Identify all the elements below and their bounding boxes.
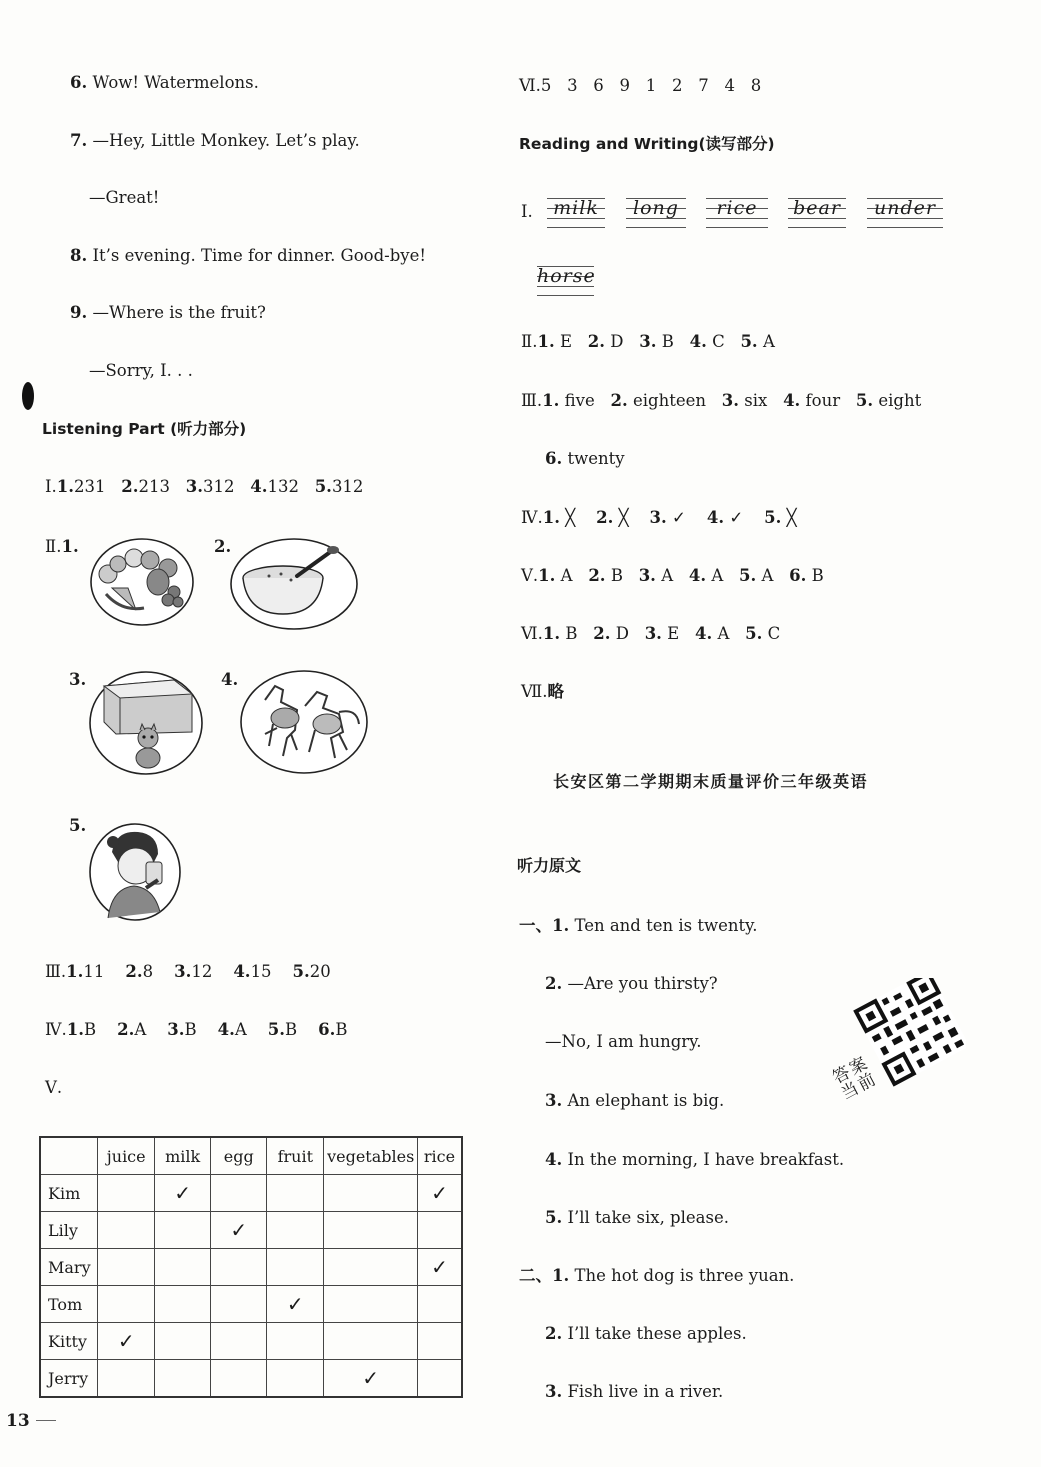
- table-row: [40, 1249, 462, 1286]
- pic-5-number: 5.: [69, 816, 87, 835]
- listening-s4: Ⅳ.1.B 2.A 3.B 4.A 5.B 6.B: [45, 1020, 348, 1039]
- s6-order: Ⅵ.5 3 6 9 1 2 7 4 8: [519, 76, 762, 95]
- script-p1-line5: 4. In the morning, I have breakfast.: [545, 1150, 845, 1169]
- listening-s1: Ⅰ.1.231 2.213 3.312 4.132 5.312: [45, 477, 364, 496]
- table-row: [40, 1212, 462, 1249]
- line-7b: —Great!: [89, 188, 160, 207]
- table-cell: [417, 1212, 462, 1249]
- table-cell: [211, 1323, 267, 1360]
- table-header-cell: vegetables: [324, 1137, 418, 1175]
- rw3-line2: 6. twenty: [545, 449, 625, 468]
- table-cell: ✓: [155, 1175, 211, 1212]
- listening-title: Listening Part (听力部分): [42, 420, 247, 438]
- table-cell: [211, 1175, 267, 1212]
- table-row: [40, 1286, 462, 1323]
- line-6: 6. Wow! Watermelons.: [70, 73, 259, 92]
- table-row-name: Lily: [40, 1212, 98, 1249]
- script-p1-line3: —No, I am hungry.: [545, 1032, 702, 1051]
- table-cell: ✓: [267, 1286, 324, 1323]
- listening-s5-label: Ⅴ.: [45, 1078, 63, 1097]
- table-cell: [324, 1286, 418, 1323]
- table-cell: [98, 1360, 155, 1398]
- script-p1-line1: 一、1. Ten and ten is twenty.: [519, 916, 758, 935]
- rw4: Ⅳ.1. ╳ 2. ╳ 3. ✓ 4. ✓ 5. ╳: [521, 508, 797, 527]
- table-cell: [267, 1175, 324, 1212]
- pic-4-number: 4.: [221, 670, 239, 689]
- table-row: [40, 1175, 462, 1212]
- table-cell: [155, 1212, 211, 1249]
- word-bear: bear: [788, 196, 846, 228]
- table-cell: ✓: [417, 1249, 462, 1286]
- table-cell: [417, 1360, 462, 1398]
- table-cell: [211, 1249, 267, 1286]
- rw7: Ⅶ.略: [521, 682, 565, 701]
- table-header-cell: rice: [417, 1137, 462, 1175]
- food-preference-table: [39, 1136, 463, 1398]
- table-cell: [324, 1249, 418, 1286]
- rice-bowl-picture: [229, 536, 359, 632]
- table-cell: [155, 1323, 211, 1360]
- exam-title: 长安区第二学期期末质量评价三年级英语: [553, 772, 869, 791]
- word-long: long: [626, 196, 686, 228]
- qr-caption: 答案当前: [829, 1052, 881, 1105]
- table-cell: [267, 1323, 324, 1360]
- table-cell: [417, 1323, 462, 1360]
- table-cell: [267, 1360, 324, 1398]
- table-header-cell: fruit: [267, 1137, 324, 1175]
- table-cell: [98, 1286, 155, 1323]
- table-row-name: Jerry: [40, 1360, 98, 1398]
- table-cell: [211, 1360, 267, 1398]
- table-cell: [267, 1212, 324, 1249]
- word-horse: horse: [537, 264, 594, 296]
- table-cell: [267, 1249, 324, 1286]
- table-row-name: Kitty: [40, 1323, 98, 1360]
- table-cell: [155, 1249, 211, 1286]
- table-row-name: Tom: [40, 1286, 98, 1323]
- line-9b: —Sorry, I. . .: [89, 361, 193, 380]
- table-cell: [98, 1212, 155, 1249]
- script-title: 听力原文: [517, 856, 582, 875]
- table-cell: [155, 1360, 211, 1398]
- table-row-name: Kim: [40, 1175, 98, 1212]
- page-number-dash: [36, 1420, 56, 1421]
- box-and-cat-picture: [88, 670, 204, 776]
- table-row: [40, 1360, 462, 1398]
- table-cell: ✓: [211, 1212, 267, 1249]
- script-p1-line4: 3. An elephant is big.: [545, 1091, 725, 1110]
- table-cell: [98, 1175, 155, 1212]
- page-number: 13: [6, 1411, 30, 1431]
- table-row-name: Mary: [40, 1249, 98, 1286]
- word-rice: rice: [706, 196, 768, 228]
- script-p2-line1: 二、1. The hot dog is three yuan.: [519, 1266, 795, 1285]
- table-header-row: [40, 1137, 462, 1175]
- table-cell: ✓: [324, 1360, 418, 1398]
- word-under: under: [867, 196, 943, 228]
- table-row: [40, 1323, 462, 1360]
- word-milk: milk: [547, 196, 605, 228]
- reading-writing-title: Reading and Writing(读写部分): [519, 135, 775, 153]
- fruit-vegetable-plate-picture: [88, 536, 196, 628]
- line-9: 9. —Where is the fruit?: [70, 303, 266, 322]
- script-p2-line3: 3. Fish live in a river.: [545, 1382, 724, 1401]
- rw6: Ⅵ.1. B 2. D 3. E 4. A 5. C: [521, 624, 781, 643]
- listening-s3: Ⅲ.1.11 2.8 3.12 4.15 5.20: [45, 962, 331, 981]
- script-p1-line2: 2. —Are you thirsty?: [545, 974, 718, 993]
- line-7: 7. —Hey, Little Monkey. Let’s play.: [70, 131, 360, 150]
- table-header-cell: [40, 1137, 98, 1175]
- listening-s2-label: Ⅱ.1.: [45, 537, 79, 556]
- table-cell: [324, 1323, 418, 1360]
- table-cell: [324, 1212, 418, 1249]
- table-header-cell: egg: [211, 1137, 267, 1175]
- table-header-cell: milk: [155, 1137, 211, 1175]
- table-cell: [417, 1286, 462, 1323]
- table-cell: [155, 1286, 211, 1323]
- script-p1-line6: 5. I’ll take six, please.: [545, 1208, 729, 1227]
- table-cell: ✓: [417, 1175, 462, 1212]
- pic-3-number: 3.: [69, 670, 87, 689]
- girl-drinking-picture: [88, 822, 182, 922]
- scan-mark: [22, 382, 34, 410]
- rw1-label: Ⅰ.: [521, 202, 533, 221]
- rw3: Ⅲ.1. five 2. eighteen 3. six 4. four 5. eight: [521, 391, 922, 410]
- pic-2-number: 2.: [214, 537, 232, 556]
- rw2: Ⅱ.1. E 2. D 3. B 4. C 5. A: [521, 332, 775, 351]
- horses-picture: [239, 668, 369, 776]
- table-cell: [211, 1286, 267, 1323]
- rw5: Ⅴ.1. A 2. B 3. A 4. A 5. A 6. B: [521, 566, 824, 585]
- table-header-cell: juice: [98, 1137, 155, 1175]
- line-8: 8. It’s evening. Time for dinner. Good-bye!: [70, 246, 427, 265]
- table-cell: ✓: [98, 1323, 155, 1360]
- script-p2-line2: 2. I’ll take these apples.: [545, 1324, 747, 1343]
- table-cell: [324, 1175, 418, 1212]
- table-cell: [98, 1249, 155, 1286]
